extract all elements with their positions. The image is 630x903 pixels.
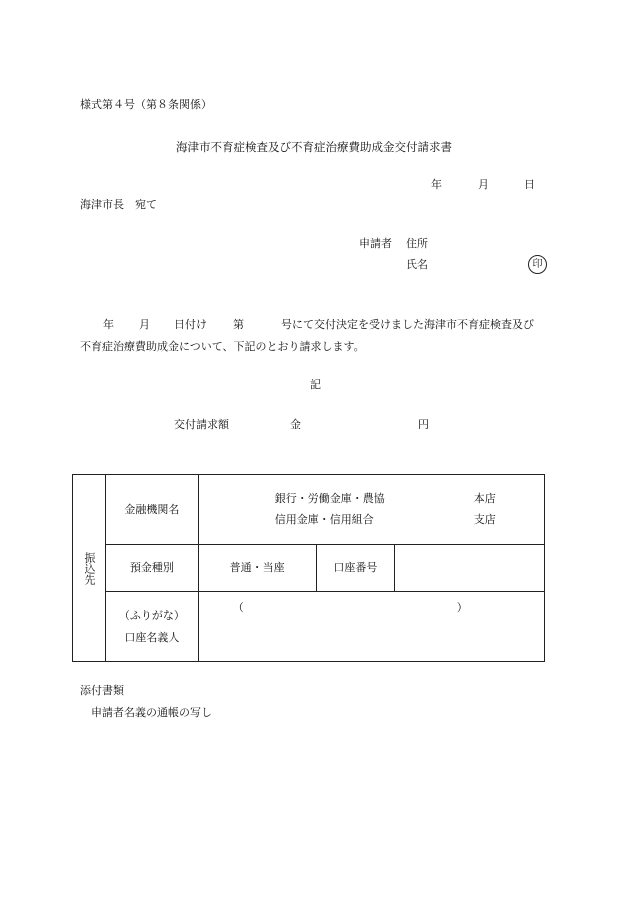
body-year: 年 <box>103 318 114 331</box>
deposit-type-label: 預金種別 <box>129 561 174 574</box>
date-month: 月 <box>478 178 489 191</box>
address-label: 住所 <box>406 237 428 250</box>
attachment-item: 申請者名義の通帳の写し <box>91 706 212 719</box>
paren-open: （ <box>232 600 244 614</box>
account-number-label-cell <box>316 545 395 592</box>
date-day: 日 <box>524 178 535 191</box>
holder-label: 口座名義人 <box>124 630 180 644</box>
institution-value-cell <box>198 475 544 545</box>
attachments-heading: 添付書類 <box>80 684 124 697</box>
furigana-label: （ふりがな） <box>118 608 185 622</box>
form-number: 様式第４号（第８条関係） <box>80 98 212 111</box>
ki-heading: 記 <box>310 378 321 391</box>
claim-kin: 金 <box>290 418 301 431</box>
side-header-cell <box>73 475 106 662</box>
side-header: 振込先 <box>82 551 96 585</box>
applicant-label: 申請者 <box>359 237 392 250</box>
deposit-type-label-cell <box>105 545 198 592</box>
account-number-value-cell[interactable] <box>395 545 545 592</box>
body-date-suffix: 日付け <box>174 318 207 331</box>
deposit-type-value-cell[interactable] <box>198 545 316 592</box>
institution-label-cell <box>105 475 198 545</box>
bank-types-line2: 信用金庫・信用組合 <box>274 512 374 526</box>
branch-sub: 支店 <box>473 512 496 526</box>
document-title: 海津市不育症検査及び不育症治療費助成金交付請求書 <box>176 140 452 154</box>
account-number-label: 口座番号 <box>333 561 378 574</box>
date-year: 年 <box>431 178 442 191</box>
body-month: 月 <box>139 318 150 331</box>
body-line2: 不育症治療費助成金について、下記のとおり請求します。 <box>80 340 365 353</box>
addressee: 海津市長 宛て <box>80 198 157 211</box>
claim-label: 交付請求額 <box>174 418 229 431</box>
bank-transfer-table <box>72 474 545 662</box>
name-label: 氏名 <box>406 258 428 271</box>
branch-main: 本店 <box>473 491 496 505</box>
holder-value-cell[interactable] <box>198 592 544 662</box>
paren-close: ） <box>456 600 468 614</box>
seal-mark: 印 <box>528 255 547 274</box>
bank-types-line1: 銀行・労働金庫・農協 <box>274 491 385 505</box>
body-dai: 第 <box>233 318 244 331</box>
institution-label: 金融機関名 <box>124 502 180 516</box>
body-line1-rest: 号にて交付決定を受けました海津市不育症検査及び <box>281 318 534 331</box>
claim-yen: 円 <box>418 418 429 431</box>
deposit-type-value: 普通・当座 <box>229 561 285 574</box>
holder-label-cell <box>105 592 198 662</box>
